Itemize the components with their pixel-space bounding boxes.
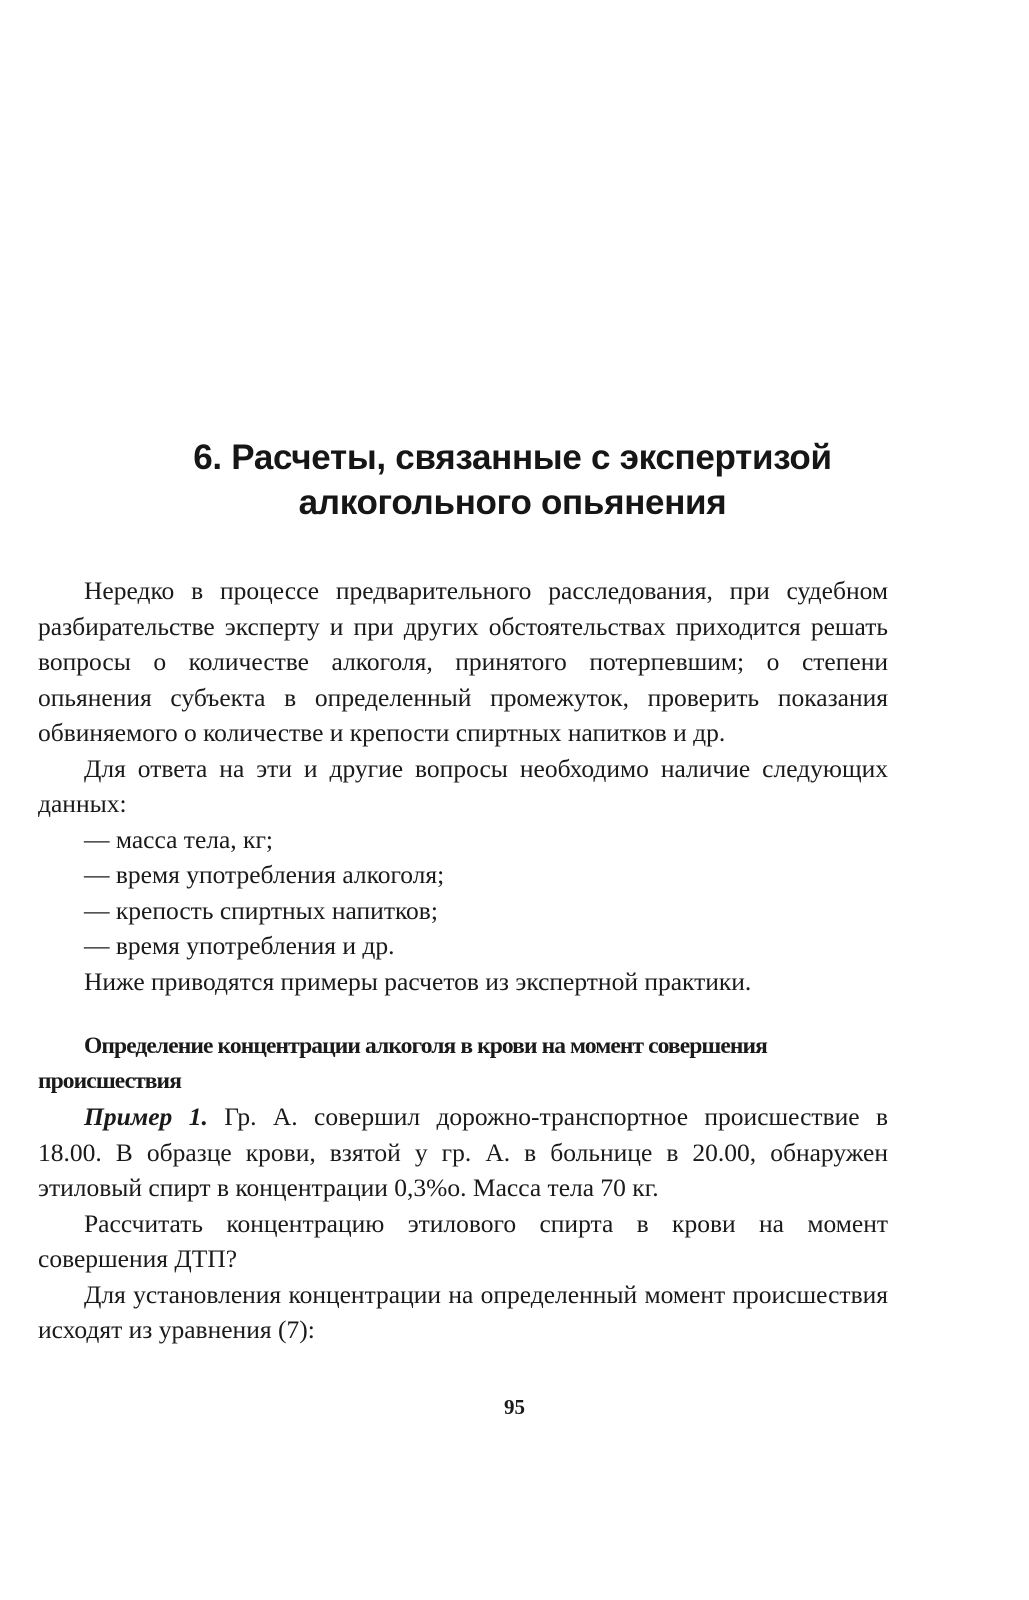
list-item: — крепость спиртных напитков; <box>84 895 438 925</box>
required-data-list <box>38 822 888 964</box>
body-text <box>38 573 888 1348</box>
chapter-title-line-1: 6. Расчеты, связанные с экспертизой <box>193 438 832 477</box>
method-paragraph: Для установления концентрации на определенный момент происшествия исходят из уравнения (7): <box>38 1279 888 1344</box>
page-number: 95 <box>504 1395 525 1419</box>
intro-paragraph-3: Ниже приводятся примеры расчетов из экспертной практики. <box>84 966 752 996</box>
example-label: Пример 1. <box>84 1102 208 1131</box>
chapter-title-line-2: алкогольного опьянения <box>298 483 727 522</box>
example-paragraph <box>38 1099 888 1206</box>
question-paragraph: Рассчитать концентрацию этилового спирта в крови на момент совершения ДТП? <box>38 1208 888 1273</box>
chapter-title <box>60 435 965 525</box>
list-item: — время употребления алкоголя; <box>84 860 445 889</box>
list-item: — масса тела, кг; <box>84 824 273 854</box>
list-item: — время употребления и др. <box>84 931 395 960</box>
intro-paragraph-2: Для ответа на эти и другие вопросы необходимо наличие следующих данных: <box>38 753 888 818</box>
section-heading: Определение концентрации алкоголя в крови на момент совершения происшествия <box>38 1033 767 1094</box>
example-text: Гр. А. совершил дорожно-транспортное происшествие в 18.00. В образце крови, взятой у гр. А. в больнице в 20.00, обнаружен этиловый спирт в концентрации 0,3%о. Масса тела 70 кг. <box>38 1102 889 1202</box>
intro-paragraph-1: Нередко в процессе предварительного расследования, при судебном разбирательстве эксперту и при других обстоятельствах приходится решать вопросы о количестве алкоголя, принятого потерпевшим; о степени опьянения субъекта в определенный промежуток, проверить показания обвиняемого о количестве и крепости спиртных напитков и др. <box>38 576 888 747</box>
